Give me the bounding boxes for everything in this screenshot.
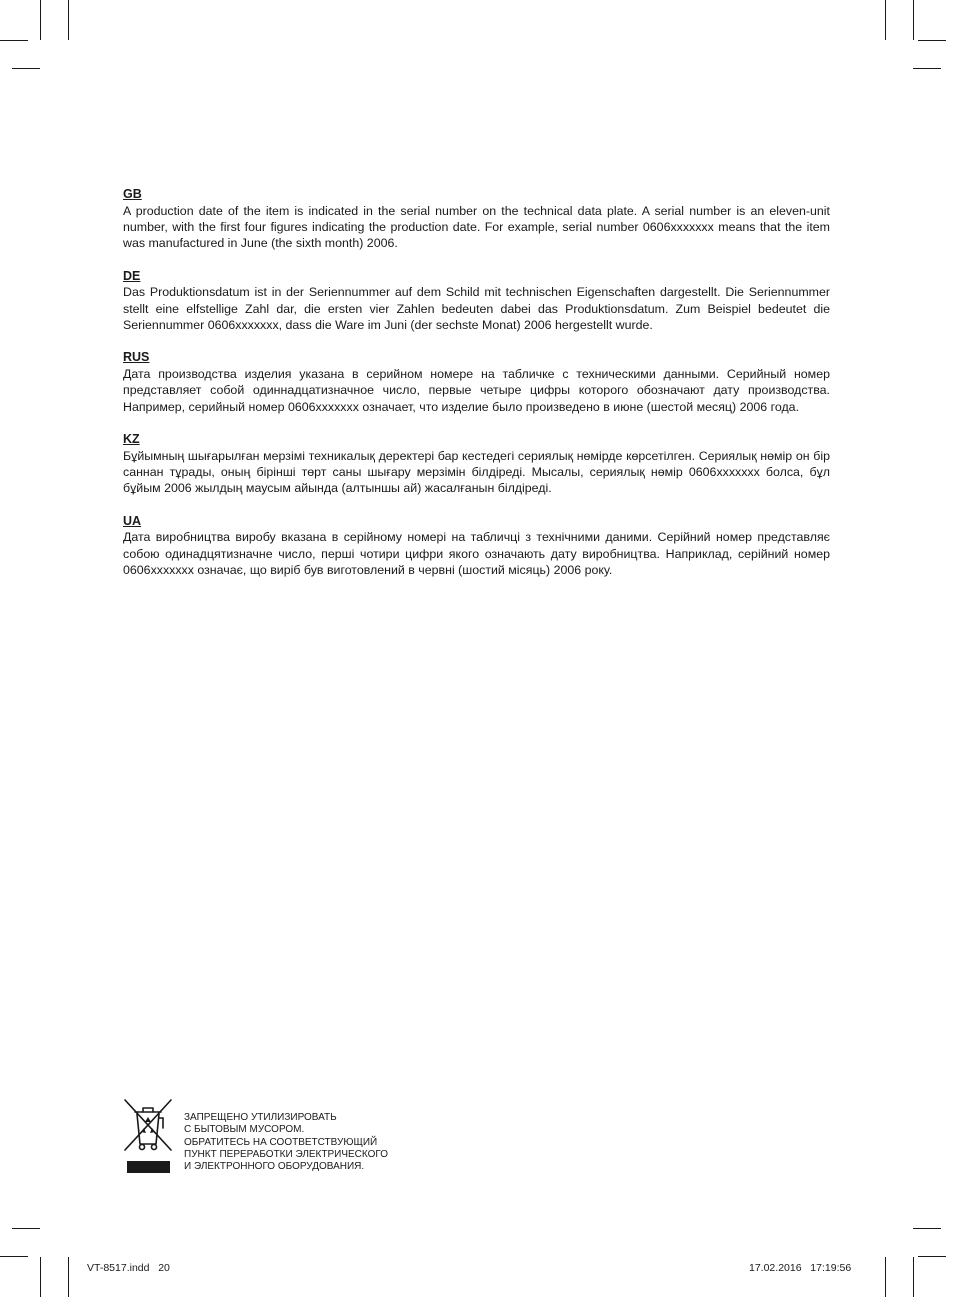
file-slug: VT-8517.indd 20 (87, 1262, 170, 1274)
disposal-line: ЗАПРЕЩЕНО УТИЛИЗИРОВАТЬ (184, 1112, 337, 1123)
crop-mark (68, 0, 69, 40)
crop-mark (913, 1228, 941, 1229)
crop-mark (918, 40, 946, 41)
crop-mark (918, 1256, 946, 1257)
crop-mark (913, 68, 941, 69)
production-date-info (123, 186, 830, 595)
crop-mark (12, 68, 40, 69)
crop-mark (885, 1257, 886, 1297)
crop-mark (913, 1257, 914, 1297)
section-ua (123, 513, 830, 579)
crop-mark (40, 0, 41, 40)
section-text: Das Produktionsdatum ist in der Seriennummer auf dem Schild mit technischen Eigenschaften dargestellt. Die Seriennummer stellt eine elfstellige Zahl dar, die ersten vier Zahlen bedeuten dabei das Produktionsdatum. Zum Beispiel bedeutet die Seriennummer 0606xxxxxxx, dass die Ware im Juni (der sechste Monat) 2006 hergestellt wurde. (123, 285, 830, 333)
section-text: Дата производства изделия указана в серийном номере на табличке с техническими данными. Серийный номер представляет собой одиннадцатизначное число, первые четыре цифры которого обозначают дату производства. Например, серийный номер 0606xxxxxxx означает, что изделие было произведено в июне (шестой месяц) 2006 года. (123, 366, 830, 414)
print-datetime: 17.02.2016 17:19:56 (749, 1262, 852, 1274)
disposal-line: И ЭЛЕКТРОННОГО ОБОРУДОВАНИЯ. (184, 1161, 365, 1173)
crop-mark (0, 1256, 28, 1257)
crop-mark (12, 1228, 40, 1229)
crop-mark (0, 40, 28, 41)
language-heading: UA (123, 513, 142, 528)
language-heading: GB (123, 187, 142, 201)
language-heading: RUS (123, 350, 150, 365)
language-heading: DE (123, 268, 141, 283)
disposal-line: ПУНКТ ПЕРЕРАБОТКИ ЭЛЕКТРИЧЕСКОГО (184, 1148, 389, 1160)
crop-mark (68, 1257, 69, 1297)
section-kz (123, 431, 830, 497)
crop-mark (913, 0, 914, 40)
disposal-line: ОБРАТИТЕСЬ НА СООТВЕТСТВУЮЩИЙ (184, 1136, 378, 1148)
section-text: Бұйымның шығарылған мерзімі техникалық деректері бар кестедегі сериялық нөмірде көрсетілген. Сериялық нөмір он бір саннан тұрады, оның бірінші төрт саны шығару мерзімін білдіреді. Мысалы, сериялық нөмір 0606xxxxxxx болса, бұл бұйым 2006 жылдың маусым айында (алтыншы ай) жасалғанын білдіреді. (123, 448, 830, 496)
section-rus (123, 349, 830, 415)
section-de (123, 268, 830, 334)
crop-mark (40, 1257, 41, 1297)
disposal-notice (184, 1112, 444, 1173)
section-gb (123, 186, 830, 252)
language-heading: KZ (123, 432, 140, 447)
crop-mark (885, 0, 886, 40)
section-text: Дата виробництва виробу вказана в серійному номері на табличці з технічними даними. Серійний номер представляє собою одинадцятизначне число, перші чотири цифри якого означають дату виробництва. Наприклад, серійний номер 0606xxxxxxx означає, що виріб був виготовлений в червні (шостий місяць) 2006 року. (123, 530, 830, 578)
section-text: A production date of the item is indicated in the serial number on the technical data plate. A serial number is an eleven-unit number, with the first four figures indicating the production date. For example, serial number 0606xxxxxxx means that the item was manufactured in June (the sixth month) 2006. (123, 203, 830, 251)
disposal-line: С БЫТОВЫМ МУСОРОМ. (184, 1124, 305, 1136)
weee-bar (127, 1161, 170, 1173)
